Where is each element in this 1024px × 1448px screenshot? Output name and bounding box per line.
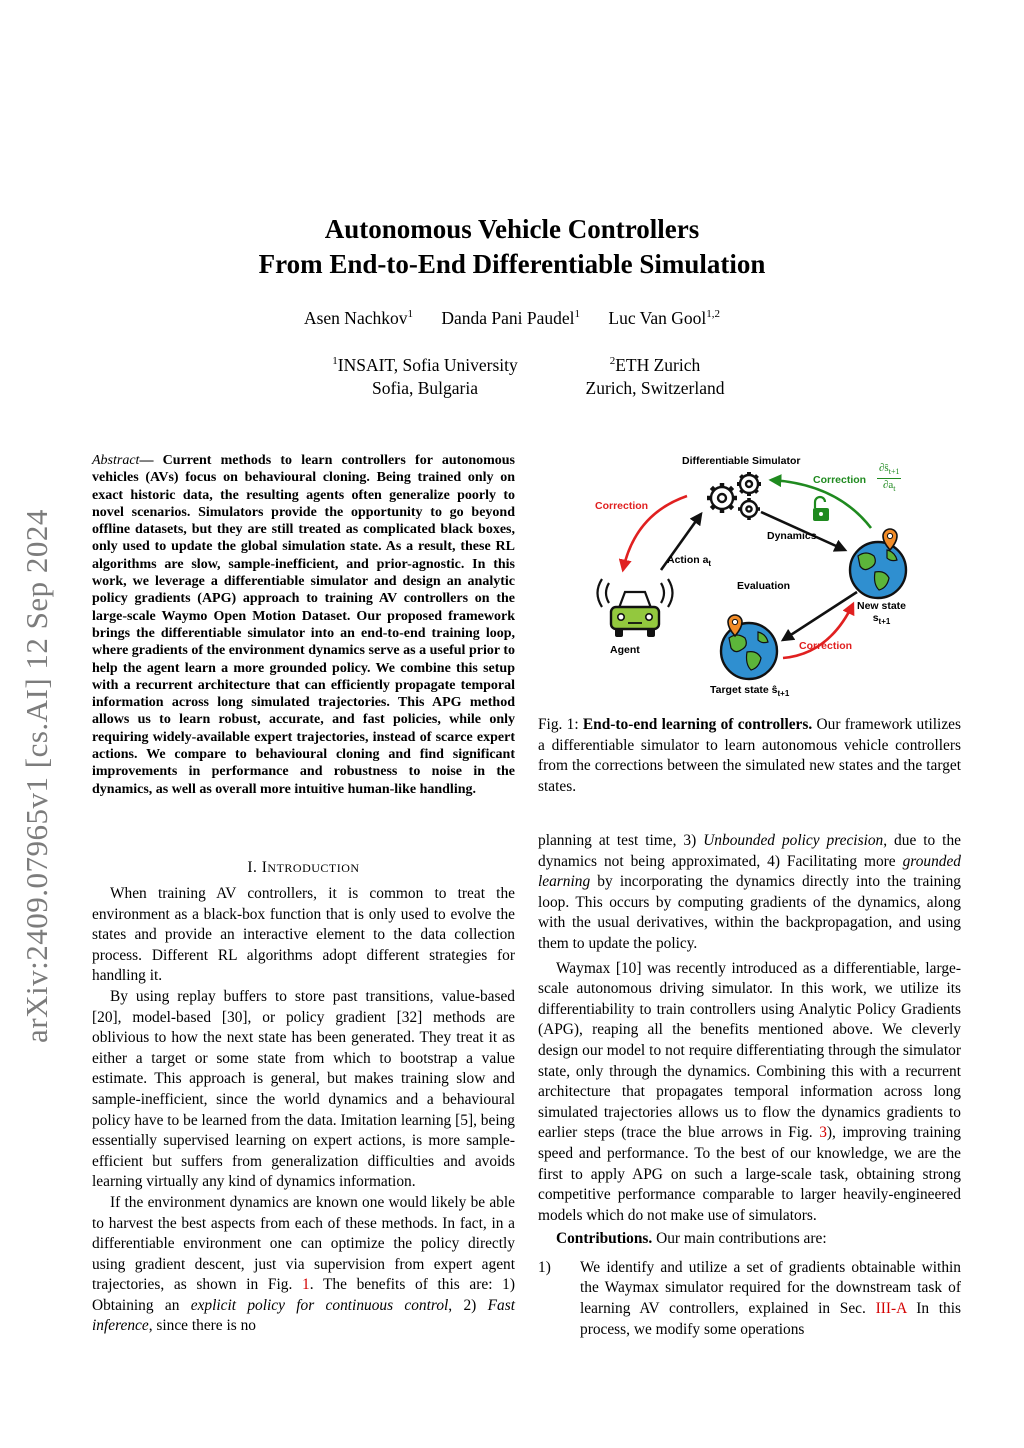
label-target-state: Target state $ŝ_{t+1}$ [710,684,790,699]
globe-new-state-icon [850,529,906,598]
right-column-body [538,831,961,1340]
title-line-2: From End-to-End Differentiable Simulation [258,249,766,279]
figure-1-graphics [575,452,923,702]
author-list [0,308,1024,329]
right-paragraph-1: planning at test time, 3) Unbounded policy precision, due to the dynamics not being approximated, 4) Facilitating more grounded learning by incorporating the dynamics directly into the training loop. This occurs by computing gradients of the dynamics, along with the usual derivatives, within the backpropagation, and using them to update the policy. [538,832,961,952]
author-3: Luc Van Gool$^{1,2}$ [608,308,721,328]
right-paragraph-2: Waymax [10] was recently introduced as a differentiable, large-scale autonomous driving simulator. In this work, we utilize its differentiability to train controllers using Analytic Policy Gradients (APG), reaping all the benefits mentioned above. We cleverly design our model to not require differentiating through the simulator state, only through the dynamics. Combining this with a recurrent architecture that propagates temporal information across long simulated trajectories allows us to flow the dynamics gradients to earlier steps (trace the blue arrows in Fig. 3), improving training speed and performance. To the best of our knowledge, we are the first to apply APG on such a large-scale task, obtaining strong competitive performance comparable to larger heavily-engineered models which do not make use of simulators. [538,959,961,1224]
arxiv-sidebar-stamp [4,462,70,1090]
author-1: Asen Nachkov$^1$ [303,308,413,328]
affiliation-1: $^1$INSAIT, Sofia University Sofia, Bulgaria [332,355,518,398]
author-2: Danda Pani Paudel$^1$ [441,308,581,328]
paper-title [0,212,1024,282]
globe-target-state-icon [721,615,777,679]
unlocked-padlock-icon [813,497,829,521]
label-agent: Agent [610,644,640,656]
label-gradient-fraction: $\partial ŝ_{t+1}$ $\partial a_t$ [879,462,900,494]
title-line-1: Autonomous Vehicle Controllers [324,214,700,244]
arxiv-id: arXiv:2409.07965v1 [cs.AI] 12 Sep 2024 [19,509,55,1043]
introduction-body [92,884,515,1337]
figure-1-caption: Fig. 1: End-to-end learning of controllers. Our framework utilizes a differentiable simulator to learn autonomous vehicle controllers from the corrections between the simulated new states and the target states. [538,716,961,795]
label-differentiable-simulator: Differentiable Simulator [682,455,801,467]
abstract: Abstract— Current methods to learn controllers for autonomous vehicles (AVs) focus on behavioural cloning. Being trained only on exact historic data, the resulting agents often generalize poorly to novel scenarios. Simulators provide the opportunity to go beyond offline datasets, but they are still treated as complicated black boxes, only used to update the global simulation state. As a result, these RL algorithms are slow, sample-inefficient, and prior-agnostic. In this work, we leverage a differentiable simulator and design an analytic policy gradients (APG) approach to training AV controllers on the large-scale Waymo Open Motion Dataset. Our proposed framework brings the differentiable simulator into an end-to-end training loop, where gradients of the environment dynamics serve as a useful prior to help the agent learn a more grounded policy. We combine this setup with a recurrent architecture that can efficiently propagate temporal information across long simulated trajectories. This APG method allows us to learn robust, accurate, and fast policies, while only requiring widely-available expert trajectories, instead of scarce expert actions. We compare to behavioural cloning and find significant improvements in performance and robustness to noise in the dynamics, as well as overall more intuitive human-like handling. [92,453,516,797]
label-action: Action $a_t$ [667,554,712,569]
fig-3-link[interactable]: 3 [819,1124,827,1142]
label-dynamics: Dynamics [767,530,817,542]
car-agent-icon [598,579,673,637]
contributions-heading: Contributions. Our main contributions are: [556,1230,827,1248]
contribution-item-1: 1) We identify and utilize a set of gradients obtainable within the Waymax simulator required for the downstream task of learning AV controllers, explained in Sec. III-A In this process, we modify some operations [538,1258,962,1338]
figure-1-diagram [575,452,923,702]
fig-1-link[interactable]: 1 [302,1276,310,1294]
label-correction-bottom: Correction [799,640,853,652]
abstract-label: Abstract [92,453,140,468]
label-correction-green: Correction [813,474,867,486]
sec-iii-a-link[interactable]: III-A [875,1300,907,1318]
abstract-text: Current methods to learn controllers for autonomous vehicles (AVs) focus on behavioural cloning. Being trained only on exact historic data, the resulting agents often generalize poorly to novel scenarios. Simulators provide the opportunity to go beyond offline datasets, but they are still treated as complicated black boxes, only used to update the global simulation state. As a result, these RL algorithms are slow, sample-inefficient, and prior-agnostic. In this work, we leverage a differentiable simulator and design an analytic policy gradients (APG) approach to training AV controllers on the large-scale Waymo Open Motion Dataset. Our proposed framework brings the differentiable simulator into an end-to-end training loop, where gradients of the environment dynamics serve as a useful prior to help the agent learn a more grounded policy. We combine this setup with a recurrent architecture that can efficiently propagate temporal information across long simulated trajectories. This APG method allows us to learn robust, accurate, and fast policies, while only requiring widely-available expert trajectories, instead of scarce expert actions. We compare to behavioural cloning and find significant improvements in performance and robustness to noise in the dynamics, as well as overall more intuitive human-like handling. [92,453,516,797]
section-heading-introduction: I. INTRODUCTION [247,859,360,876]
label-evaluation: Evaluation [737,580,791,592]
label-new-state: New state $s_{t+1}$ [857,600,907,627]
gears-icon [707,472,761,520]
affiliation-2: $^2$ETH Zurich Zurich, Switzerland [585,355,725,398]
label-correction-left: Correction [595,500,649,512]
intro-paragraph-2: By using replay buffers to store past transitions, value-based [20], model-based [30], or policy gradient [32] methods are oblivious to how the next state has been generated. They treat it as either a target or some state from which to bootstrap a value estimate. This approach is general, but makes training slow and sample-inefficient, since the world dynamics and a behavioural policy have to be learned from the data. Imitation learning [5], being essentially supervised learning on expert actions, is more sample-efficient but suffers from generalization difficulties and avoids learning virtually any kind of dynamics information. [92,987,515,1191]
intro-paragraph-3: If the environment dynamics are known one would likely be able to harvest the best aspects from each of these methods. In fact, in a differentiable environment one can optimize the policy directly using gradient descent, just via supervision from expert agent trajectories, as shown in Fig. 1. The benefits of this are: 1) Obtaining an explicit policy for continuous control, 2) Fast inference, since there is no [92,1193,515,1335]
contributions-list [538,1258,961,1340]
intro-paragraph-1: When training AV controllers, it is common to treat the environment as a black-box function that is only used to evolve the states and provide an interactive element to the data collection process. Different RL algorithms adopt different strategies for handling it. [92,885,515,985]
